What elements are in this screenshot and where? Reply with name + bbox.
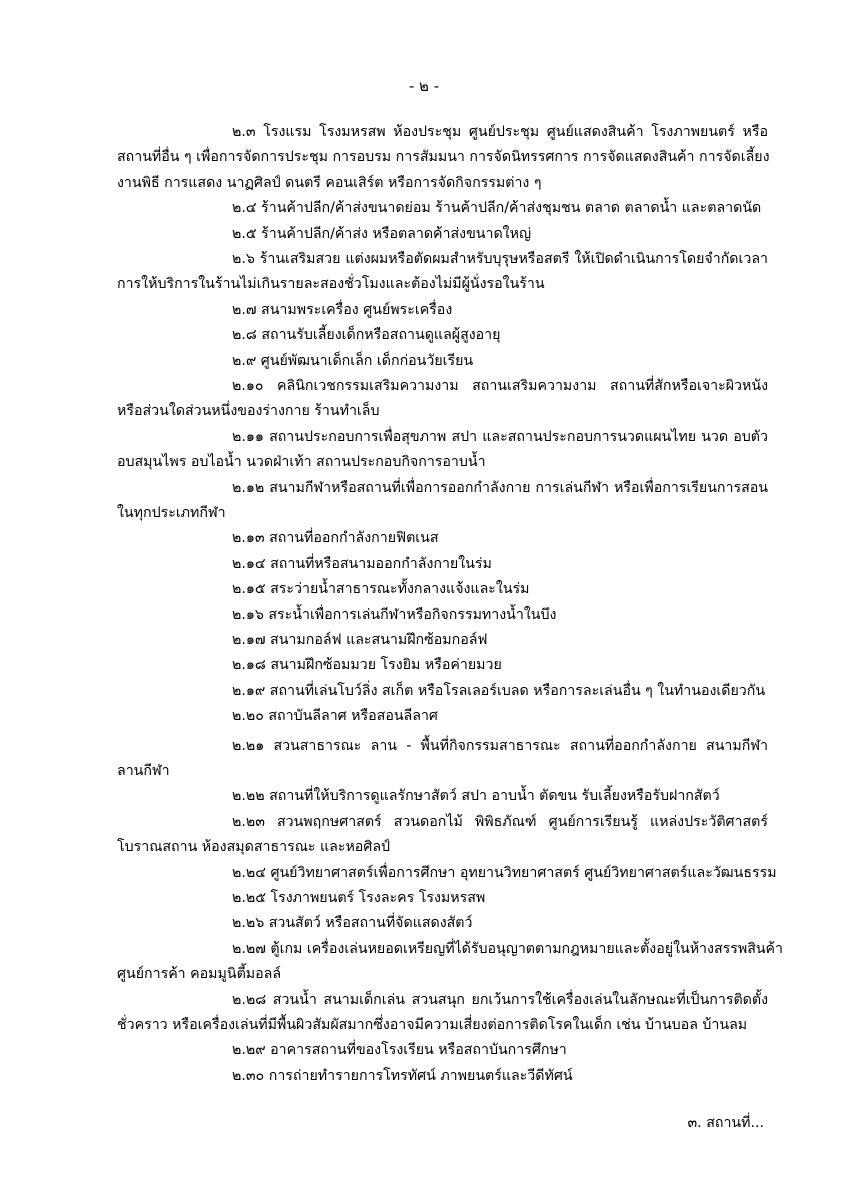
item-text: สวนสัตว์ หรือสถานที่จัดแสดงสัตว์	[268, 915, 473, 932]
item-text: สระว่ายน้ำสาธารณะทั้งกลางแจ้งและในร่ม	[270, 581, 530, 598]
item-text: สวนน้ำ สนามเด็กเล่น สวนสนุก ยกเว้นการใช้เครื่องเล่นในลักษณะที่เป็นการติดตั้ง	[272, 991, 769, 1008]
list-item	[232, 939, 784, 959]
item-text: สนามกีฬาหรือสถานที่เพื่อการออกกำลังกาย การเล่นกีฬา หรือเพื่อการเรียนการสอน	[269, 479, 768, 496]
item-text: สนามฝึกซ้อมมวย โรงยิม หรือค่ายมวย	[270, 657, 502, 674]
item-number: ๒.๒๘	[232, 991, 273, 1008]
list-item	[232, 888, 485, 908]
item-number: ๒.๓๐	[232, 1067, 269, 1084]
item-number: ๒.๒๕	[232, 890, 271, 906]
list-item	[232, 863, 777, 883]
list-item	[232, 655, 502, 675]
item-number: ๒.๒๔	[232, 864, 271, 881]
item-number: ๒.๒๑	[232, 737, 274, 754]
item-text: สวนสาธารณะ ลาน - พื้นที่กิจกรรมสาธารณะ สถานที่ออกกำลังกาย สนามกีฬา	[273, 737, 768, 754]
item-number: ๒.๒๗	[232, 940, 271, 957]
list-item	[232, 300, 452, 320]
item-text: สถานประกอบการเพื่อสุขภาพ สปา และสถานประกอบการนวดแผนไทย นวด อบตัว	[269, 428, 768, 445]
list-item	[232, 376, 768, 396]
item-text: โรงแรม โรงมหรสพ ห้องประชุม ศูนย์ประชุม ศูนย์แสดงสินค้า โรงภาพยนตร์ หรือ	[263, 124, 769, 140]
item-number: ๒.๒๐	[232, 708, 269, 725]
list-item	[232, 122, 768, 142]
item-number: ๒.๑๐	[232, 378, 278, 394]
list-item	[232, 427, 768, 447]
item-number: ๒.๑๖	[232, 606, 269, 623]
item-text: สถานที่หรือสนามออกกำลังกายในร่ม	[270, 555, 492, 572]
item-text: ร้านค้าปลีก/ค้าส่ง หรือตลาดค้าส่งขนาดใหญ่	[261, 225, 532, 242]
item-text: คลินิกเวชกรรมเสริมความงาม สถานเสริมความงาม สถานที่สักหรือเจาะผิวหนัง	[277, 378, 769, 394]
item-number: ๒.๕	[232, 225, 262, 242]
item-number: ๒.๒๒	[232, 788, 270, 805]
item-number: ๒.๖	[232, 251, 260, 267]
item-text: ร้านค้าปลีก/ค้าส่งขนาดย่อม ร้านค้าปลีก/ค้าส่งชุมชน ตลาด ตลาดน้ำ และตลาดนัด	[261, 200, 762, 217]
item-text: สถาบันลีลาศ หรือสอนลีลาศ	[268, 708, 438, 725]
item-continuation-line: งานพิธี การแสดง นาฏศิลป์ ดนตรี คอนเสิร์ต หรือการจัดกิจกรรมต่าง ๆ	[117, 174, 542, 191]
item-number: ๒.๘	[232, 327, 262, 344]
list-item	[232, 736, 768, 756]
item-number: ๒.๑๘	[232, 657, 271, 674]
item-text: ร้านเสริมสวย แต่งผมหรือตัดผมสำหรับบุรุษหรือสตรี ให้เปิดดำเนินการโดยจำกัดเวลา	[259, 251, 768, 267]
item-continuation-line: ในทุกประเภทกีฬา	[117, 505, 226, 521]
item-continuation-line: ชั่วคราว หรือเครื่องเล่นที่มีพื้นผิวสัมผัสมากซึ่งอาจมีความเสี่ยงต่อการติดโรคในเด็ก เช่น บ้านบอล บ้านลม	[117, 1017, 748, 1033]
list-item	[232, 325, 500, 345]
list-item	[232, 706, 438, 726]
item-continuation-line: ลานกีฬา	[117, 763, 170, 779]
continuation-text: ๓. สถานที่...	[687, 1115, 764, 1131]
item-text: โรงภาพยนตร์ โรงละคร โรงมหรสพ	[270, 890, 486, 906]
list-item	[232, 249, 768, 269]
list-item	[232, 198, 761, 218]
item-continuation-line: อบสมุนไพร อบไอน้ำ นวดฝ่าเท้า สถานประกอบกิจการอาบน้ำ	[117, 454, 486, 471]
list-item	[232, 224, 531, 244]
item-text: ศูนย์วิทยาศาสตร์เพื่อการศึกษา อุทยานวิทยาศาสตร์ ศูนย์วิทยาศาสตร์และวัฒนธรรม	[270, 864, 777, 881]
list-item	[232, 1066, 573, 1086]
item-continuation-line: สถานที่อื่น ๆ เพื่อการจัดการประชุม การอบรม การสัมมนา การจัดนิทรรศการ การจัดแสดงสินค้า การจัดเลี้ยง	[117, 149, 770, 166]
item-continuation-line: โบราณสถาน ห้องสมุดสาธารณะ และหอศิลป์	[117, 839, 391, 856]
item-number: ๒.๑๑	[232, 428, 270, 445]
item-number: ๒.๓	[232, 124, 264, 140]
item-text: ตู้เกม เครื่องเล่นหยอดเหรียญที่ได้รับอนุญาตตามกฎหมายและตั้งอยู่ในห้างสรรพสินค้า	[270, 940, 784, 957]
item-number: ๒.๑๙	[232, 682, 270, 699]
item-continuation-line: ศูนย์การค้า คอมมูนิตี้มอลล์	[117, 966, 282, 983]
item-continuation-line: การให้บริการในร้านไม่เกินรายละสองชั่วโมงและต้องไม่มีผู้นั่งรอในร้าน	[117, 276, 545, 293]
item-text: การถ่ายทำรายการโทรทัศน์ ภาพยนตร์และวีดีทัศน์	[268, 1067, 573, 1084]
item-number: ๒.๑๗	[232, 632, 271, 648]
item-number: ๒.๒๖	[232, 915, 269, 932]
item-number: ๒.๙	[232, 352, 261, 369]
item-text: สถานที่ให้บริการดูแลรักษาสัตว์ สปา อาบน้ำ ตัดขน รับเลี้ยงหรือรับฝากสัตว์	[269, 788, 720, 805]
item-text: สระน้ำเพื่อการเล่นกีฬาหรือกิจกรรมทางน้ำในบึง	[268, 606, 557, 623]
list-item	[232, 554, 492, 574]
list-item	[232, 812, 768, 832]
item-continuation-line: หรือส่วนใดส่วนหนึ่งของร่างกาย ร้านทำเล็บ	[117, 403, 380, 420]
item-text: สถานที่ออกกำลังกายฟิตเนส	[269, 530, 439, 547]
item-text: สถานรับเลี้ยงเด็กหรือสถานดูแลผู้สูงอายุ	[261, 327, 501, 344]
item-number: ๒.๑๕	[232, 581, 271, 598]
item-text: สนามกอล์ฟ และสนามฝึกซ้อมกอล์ฟ	[270, 632, 488, 648]
list-item	[232, 605, 556, 625]
item-number: ๒.๒๓	[232, 813, 277, 830]
list-item	[232, 351, 473, 371]
item-text: สนามพระเครื่อง ศูนย์พระเครื่อง	[261, 301, 453, 318]
item-text: อาคารสถานที่ของโรงเรียน หรือสถาบันการศึกษา	[270, 1042, 567, 1059]
page-number: - ๒ -	[408, 77, 440, 95]
list-item	[232, 681, 765, 701]
list-item	[232, 478, 768, 498]
list-item	[232, 630, 487, 650]
list-item	[232, 528, 439, 548]
list-item	[232, 913, 472, 933]
item-number: ๒.๒๙	[232, 1042, 271, 1059]
item-number: ๒.๔	[232, 200, 262, 217]
list-item	[232, 579, 530, 599]
item-text: สถานที่เล่นโบว์ลิ่ง สเก็ต หรือโรลเลอร์เบลด หรือการละเล่นอื่น ๆ ในทำนองเดียวกัน	[269, 682, 766, 699]
list-item	[232, 1040, 567, 1060]
list-item	[232, 786, 720, 806]
item-number: ๒.๑๓	[232, 530, 270, 547]
item-text: ศูนย์พัฒนาเด็กเล็ก เด็กก่อนวัยเรียน	[260, 352, 474, 369]
item-text: สวนพฤกษศาสตร์ สวนดอกไม้ พิพิธภัณฑ์ ศูนย์การเรียนรู้ แหล่งประวัติศาสตร์	[276, 813, 768, 830]
item-number: ๒.๑๒	[232, 479, 270, 496]
item-number: ๒.๗	[232, 301, 262, 318]
item-number: ๒.๑๔	[232, 555, 271, 572]
list-item	[232, 990, 768, 1010]
